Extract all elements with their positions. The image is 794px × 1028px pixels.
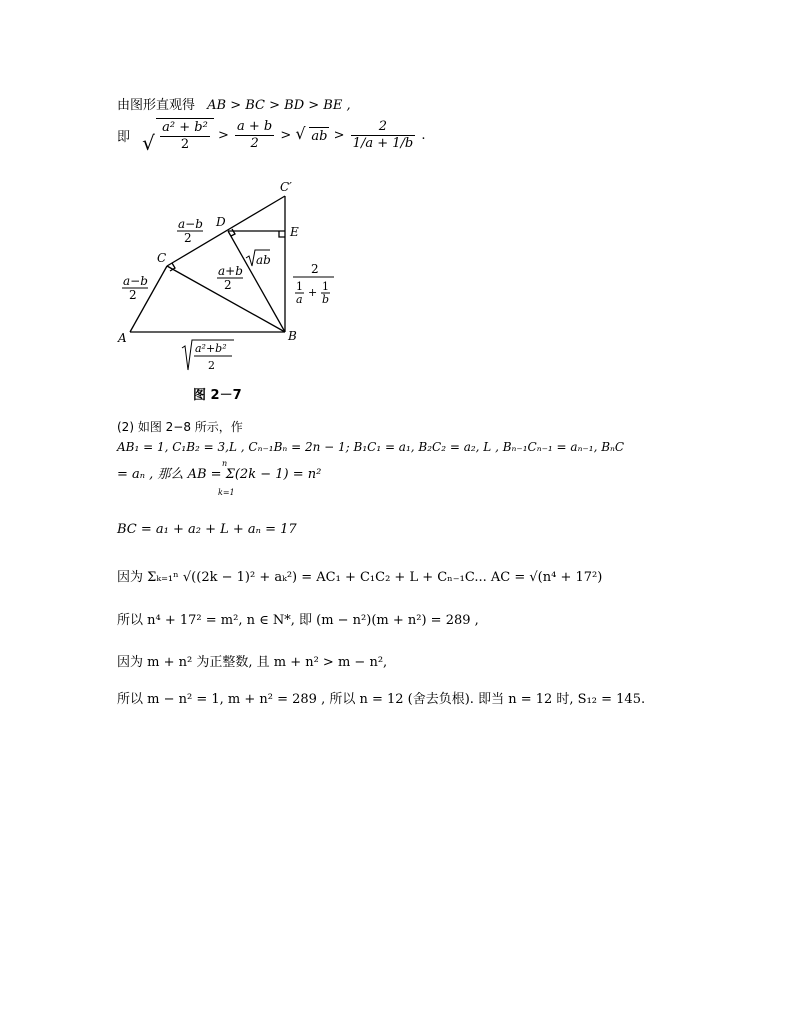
line1-prefix: 由图形直观得 bbox=[117, 98, 196, 113]
label-upper-amb-den: 2 bbox=[184, 231, 192, 245]
label-harm-b: b bbox=[322, 293, 330, 306]
label-harm-num: 2 bbox=[311, 262, 319, 276]
label-base-den: 2 bbox=[208, 359, 215, 372]
right-angle-D bbox=[231, 229, 235, 236]
label-C-prime: C′ bbox=[280, 180, 292, 194]
line1-math: AB > BC > BD > BE , bbox=[207, 98, 351, 113]
label-sqrt-ab: ab bbox=[256, 253, 271, 267]
label-E: E bbox=[290, 225, 299, 239]
inequality-line-1 bbox=[117, 94, 351, 113]
sum-lower-limit: k=1 bbox=[218, 488, 235, 497]
qm-numerator: a² + b² bbox=[162, 120, 208, 135]
label-left-amb-den: 2 bbox=[129, 288, 137, 302]
label-upper-amb-num: a−b bbox=[178, 217, 203, 231]
label-apb-den: 2 bbox=[224, 278, 232, 292]
am-denominator: 2 bbox=[250, 136, 259, 151]
period: . bbox=[421, 128, 426, 143]
para2-line-g: 所以 m − n² = 1, m + n² = 289 , 所以 n = 12 (舍去负根). 即当 n = 12 时, S₁₂ = 145. bbox=[117, 692, 646, 707]
figure-caption: 图 2－7 bbox=[193, 388, 242, 403]
para2-line-d: 因为 Σₖ₌₁ⁿ √((2k − 1)² + aₖ²) = AC₁ + C₁C₂ + L + Cₙ₋₁C... AC = √(n⁴ + 17²) bbox=[117, 570, 603, 585]
para2-line-e: 所以 n⁴ + 17² = m², n ∈ N*, 即 (m − n²)(m + n²) = 289 , bbox=[117, 613, 479, 628]
label-harm-a: a bbox=[296, 293, 303, 306]
gt-2: > bbox=[280, 128, 296, 143]
qm-sqrt: √ $\frac{\text{a² + b²}}{2}$ bbox=[142, 118, 214, 153]
para2-line-b-group bbox=[117, 463, 321, 482]
para2-line-f: 因为 m + n² 为正整数, 且 m + n² > m − n², bbox=[117, 655, 388, 670]
am-fraction bbox=[235, 119, 274, 152]
gm-radicand: ab bbox=[311, 129, 328, 144]
label-left-amb-num: a−b bbox=[123, 274, 148, 288]
am-numerator: a + b bbox=[237, 119, 273, 134]
para2-line-a: AB₁ = 1, C₁B₂ = 3,L , Cₙ₋₁Bₙ = 2n − 1; B₁C₁ = a₁, B₂C₂ = a₂, L , Bₙ₋₁Cₙ₋₁ = aₙ₋₁, BₙC bbox=[117, 440, 625, 454]
segment-DB bbox=[228, 231, 285, 332]
label-base-num: a²+b² bbox=[195, 342, 227, 355]
label-apb-num: a+b bbox=[218, 264, 243, 278]
para2-line-c: BC = a₁ + a₂ + L + aₙ = 17 bbox=[117, 522, 297, 537]
label-B: B bbox=[288, 329, 297, 343]
hm-numerator: 2 bbox=[351, 119, 416, 136]
figure-2-7 bbox=[110, 176, 350, 376]
label-harm-1b: 1 bbox=[322, 280, 329, 293]
para2-intro: (2) 如图 2−8 所示，作 bbox=[117, 420, 243, 434]
label-C: C bbox=[157, 251, 167, 265]
gm-sqrt: √ ab bbox=[295, 124, 328, 144]
gt-3: > bbox=[333, 128, 345, 143]
label-harm-plus: + bbox=[308, 286, 318, 299]
label-D: D bbox=[216, 215, 226, 229]
inequality-line-2 bbox=[117, 118, 425, 153]
qm-denominator: 2 bbox=[180, 137, 190, 152]
label-harm-1a: 1 bbox=[296, 280, 303, 293]
right-angle-E bbox=[279, 231, 285, 237]
para2-line-b: = aₙ , 那么 AB = Σ(2k − 1) = n² bbox=[117, 467, 322, 482]
label-A: A bbox=[118, 331, 127, 345]
hm-fraction bbox=[351, 119, 416, 152]
sum-upper-limit: n bbox=[222, 459, 228, 468]
gt-1: > bbox=[217, 128, 229, 143]
hm-denominator: 1/a + 1/b bbox=[352, 136, 414, 151]
line2-prefix: 即 bbox=[117, 130, 131, 145]
